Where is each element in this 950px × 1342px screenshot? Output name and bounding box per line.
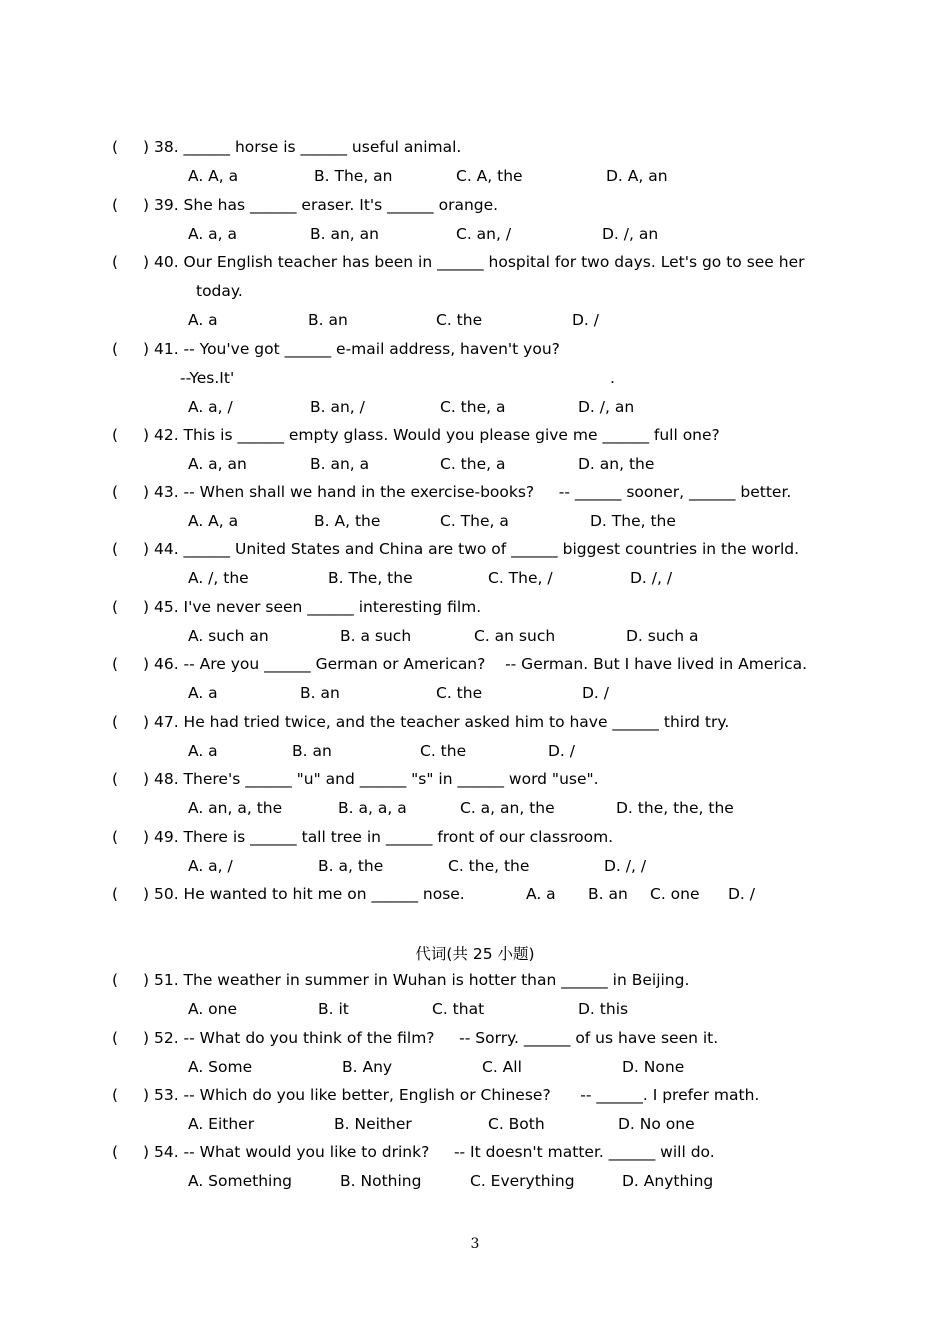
answer-paren: ( [112,655,119,673]
option-b: B. an [292,742,332,760]
answer-paren: ( [112,828,119,846]
option-c: C. the [420,742,467,760]
question-49: ) 49. There is ______ tall tree in ______ front of our classroom. [143,828,614,846]
option-c: C. a, an, the [460,799,555,817]
option-a: A. a, an [188,455,247,473]
option-b: B. a such [340,627,412,645]
option-c: C. Both [488,1115,545,1133]
option-c: C. an such [474,627,556,645]
answer-paren: ( [112,1029,119,1047]
question-continuation: --Yes.It' [180,369,235,387]
question-38: ) 38. ______ horse is ______ useful animal. [143,138,462,156]
option-d: D. A, an [606,167,668,185]
answer-paren: ( [112,971,119,989]
option-b: B. an [588,885,628,903]
option-a: A. a [188,311,218,329]
option-b: B. an, an [310,225,379,243]
option-b: B. an, a [310,455,370,473]
option-d: D. Anything [622,1172,714,1190]
option-a: A. Something [188,1172,293,1190]
option-b: B. a, a, a [338,799,407,817]
answer-paren: ( [112,253,119,271]
answer-paren: ( [112,598,119,616]
option-c: C. the, the [448,857,530,875]
option-d: D. / [572,311,600,329]
question-44: ) 44. ______ United States and China are two of ______ biggest countries in the world. [143,540,800,558]
option-d: D. /, an [602,225,659,243]
continuation-period: . [610,369,615,387]
answer-paren: ( [112,540,119,558]
option-a: A. /, the [188,569,249,587]
question-43: ) 43. -- When shall we hand in the exercise-books? -- ______ sooner, ______ better. [143,483,792,501]
section-title: 代词(共 25 小题) [415,945,535,963]
option-d: D. / [548,742,576,760]
option-c: C. the, a [440,455,506,473]
answer-paren: ( [112,483,119,501]
question-42: ) 42. This is ______ empty glass. Would you please give me ______ full one? [143,426,720,444]
option-d: D. /, / [630,569,673,587]
option-d: D. an, the [578,455,655,473]
answer-paren: ( [112,340,119,358]
question-48: ) 48. There's ______ "u" and ______ "s" in ______ word "use". [143,770,599,788]
option-d: D. such a [626,627,699,645]
option-b: B. an [300,684,340,702]
question-51: ) 51. The weather in summer in Wuhan is hotter than ______ in Beijing. [143,971,690,989]
answer-paren: ( [112,196,119,214]
option-d: D. this [578,1000,629,1018]
option-a: A. A, a [188,167,239,185]
option-d: D. None [622,1058,685,1076]
option-d: D. / [728,885,756,903]
option-c: C. All [482,1058,522,1076]
option-c: C. one [650,885,700,903]
option-a: A. such an [188,627,269,645]
option-a: A. a, / [188,857,233,875]
option-d: D. /, an [578,398,635,416]
answer-paren: ( [112,426,119,444]
question-40: ) 40. Our English teacher has been in ______ hospital for two days. Let's go to see her [143,253,805,271]
option-a: A. a, a [188,225,238,243]
answer-paren: ( [112,1143,119,1161]
option-c: C. the [436,684,483,702]
option-c: C. an, / [456,225,512,243]
option-b: B. Any [342,1058,393,1076]
option-a: A. a [188,742,218,760]
question-46: ) 46. -- Are you ______ German or American? -- German. But I have lived in America. [143,655,808,673]
question-54: ) 54. -- What would you like to drink? -- It doesn't matter. ______ will do. [143,1143,715,1161]
option-c: C. A, the [456,167,523,185]
option-b: B. it [318,1000,349,1018]
option-d: D. The, the [590,512,676,530]
answer-paren: ( [112,713,119,731]
option-c: C. The, / [488,569,553,587]
question-47: ) 47. He had tried twice, and the teacher asked him to have ______ third try. [143,713,730,731]
option-b: B. Nothing [340,1172,422,1190]
option-b: B. The, an [314,167,393,185]
question-39: ) 39. She has ______ eraser. It's ______ orange. [143,196,499,214]
option-b: B. A, the [314,512,381,530]
question-50: ) 50. He wanted to hit me on ______ nose. [143,885,465,903]
option-d: D. No one [618,1115,695,1133]
option-b: B. a, the [318,857,384,875]
option-c: C. the [436,311,483,329]
option-d: D. the, the, the [616,799,734,817]
option-a: A. a, / [188,398,233,416]
option-c: C. that [432,1000,485,1018]
answer-paren: ( [112,1086,119,1104]
option-c: C. the, a [440,398,506,416]
question-continuation: today. [196,282,243,300]
option-a: A. a [526,885,556,903]
page-number: 3 [470,1236,480,1252]
option-a: A. an, a, the [188,799,283,817]
option-a: A. one [188,1000,238,1018]
option-b: B. Neither [334,1115,412,1133]
option-a: A. Either [188,1115,255,1133]
option-b: B. The, the [328,569,413,587]
option-c: C. The, a [440,512,509,530]
option-b: B. an [308,311,348,329]
option-d: D. /, / [604,857,647,875]
option-c: C. Everything [470,1172,575,1190]
question-53: ) 53. -- Which do you like better, English or Chinese? -- ______. I prefer math. [143,1086,760,1104]
option-a: A. A, a [188,512,239,530]
answer-paren: ( [112,885,119,903]
option-b: B. an, / [310,398,365,416]
question-45: ) 45. I've never seen ______ interesting film. [143,598,482,616]
option-d: D. / [582,684,610,702]
option-a: A. Some [188,1058,253,1076]
answer-paren: ( [112,770,119,788]
question-41: ) 41. -- You've got ______ e-mail address, haven't you? [143,340,560,358]
answer-paren: ( [112,138,119,156]
question-52: ) 52. -- What do you think of the film? -- Sorry. ______ of us have seen it. [143,1029,719,1047]
option-a: A. a [188,684,218,702]
